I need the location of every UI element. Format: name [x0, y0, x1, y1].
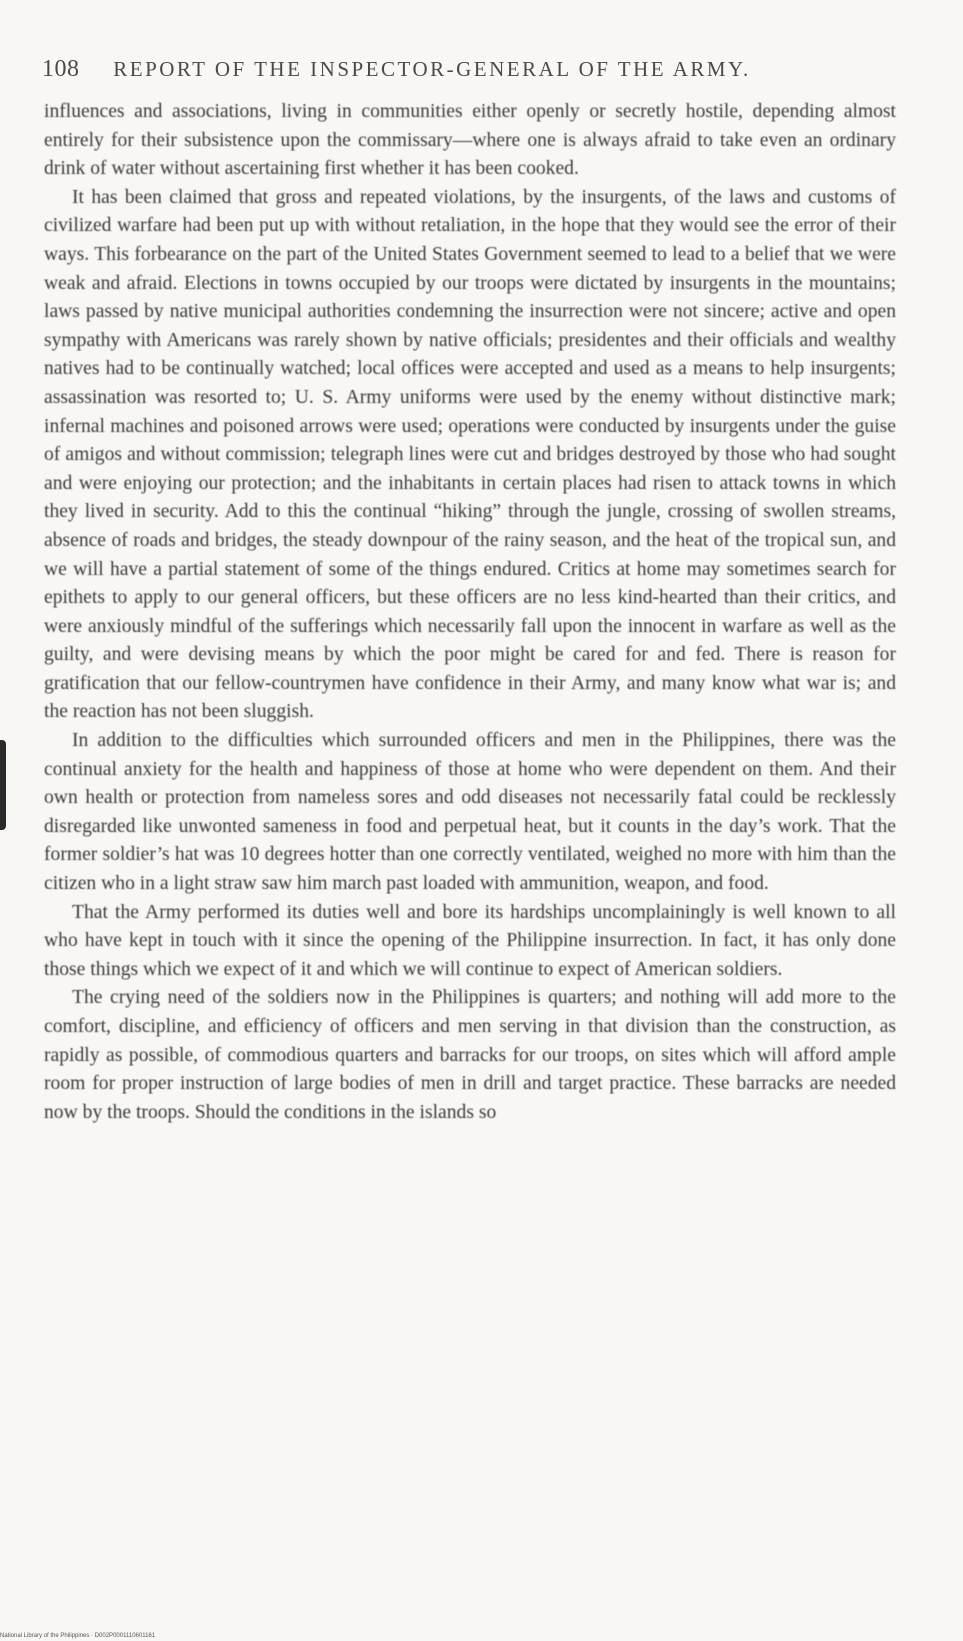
- running-title: REPORT OF THE INSPECTOR-GENERAL OF THE ARMY.: [113, 57, 751, 81]
- scan-footer: National Library of the Philippines · D002P0001110601161: [0, 1633, 156, 1639]
- paragraph-difficulties: In addition to the difficulties which surrounded officers and men in the Philippines, there was the continual anxiety for the health and happiness of those at home who were dependent on them. And their own health or protection from nameless sores and odd diseases not necessarily fatal could be recklessly disregarded like unwonted sameness in food and perpetual heat, but it counts in the day’s work. That the former soldier’s hat was 10 degrees hotter than one correctly ventilated, weighed no more with him than the citizen who in a light straw saw him march past loaded with ammunition, weapon, and food.: [44, 730, 896, 895]
- paragraph-continuation: influences and associations, living in communities either openly or secretly hostile, depending almost entirely for their subsistence upon the commissary—where one is always afraid to take even an ordinary drink of water without ascertaining first whether it has been cooked.: [44, 101, 896, 180]
- page-number: 108: [42, 56, 80, 82]
- paragraph-quarters: The crying need of the soldiers now in the Philippines is quarters; and nothing will add more to the comfort, discipline, and efficiency of officers and men serving in that division than the construction, as rapidly as possible, of commodious quarters and barracks for our troops, on sites which will afford ample room for proper instruction of large bodies of men in drill and target practice. These barracks are needed now by the troops. Should the conditions in the islands so: [44, 987, 896, 1123]
- binding-shadow: [0, 740, 6, 830]
- paragraph-violations: It has been claimed that gross and repeated violations, by the insurgents, of the laws and customs of civilized warfare had been put up with without retaliation, in the hope that they would see the error of their ways. This forbearance on the part of the United States Government seemed to lead to a belief that we were weak and afraid. Elections in towns occupied by our troops were dictated by insurgents in the mountains; laws passed by native municipal authorities condemning the insurrection were not sincere; active and open sympathy with Americans was rarely shown by native officials; presidentes and their officials and wealthy natives had to be continually watched; local offices were accepted and used as a means to help insurgents; assassination was resorted to; U. S. Army uniforms were used by the enemy without distinctive mark; infernal machines and poisoned arrows were used; operations were conducted by insurgents under the guise of amigos and without commission; telegraph lines were cut and bridges destroyed by those who had sought and were enjoying our protection; and the inhabitants in certain places had risen to attack towns in which they lived in security. Add to this the continual “hiking” through the jungle, crossing of swollen streams, absence of roads and bridges, the steady downpour of the rainy season, and the heat of the tropical sun, and we will have a partial statement of some of the things endured. Critics at home may sometimes search for epithets to apply to our general officers, but these officers are no less kind-hearted than their critics, and were anxiously mindful of the sufferings which necessarily fall upon the innocent in warfare as well as the guilty, and were devising means by which the poor might be cared for and fed. There is reason for gratification that our fellow-countrymen have confidence in their Army, and many know what war is; and the reaction has not been sluggish.: [44, 186, 896, 723]
- paragraph-army-duties: That the Army performed its duties well and bore its hardships uncomplainingly is well known to all who have kept in touch with it since the opening of the Philippine insurrection. In fact, it has only done those things which we expect of it and which we will continue to expect of American soldiers.: [44, 901, 896, 980]
- body-text: [44, 98, 896, 1127]
- page-header: [42, 56, 912, 83]
